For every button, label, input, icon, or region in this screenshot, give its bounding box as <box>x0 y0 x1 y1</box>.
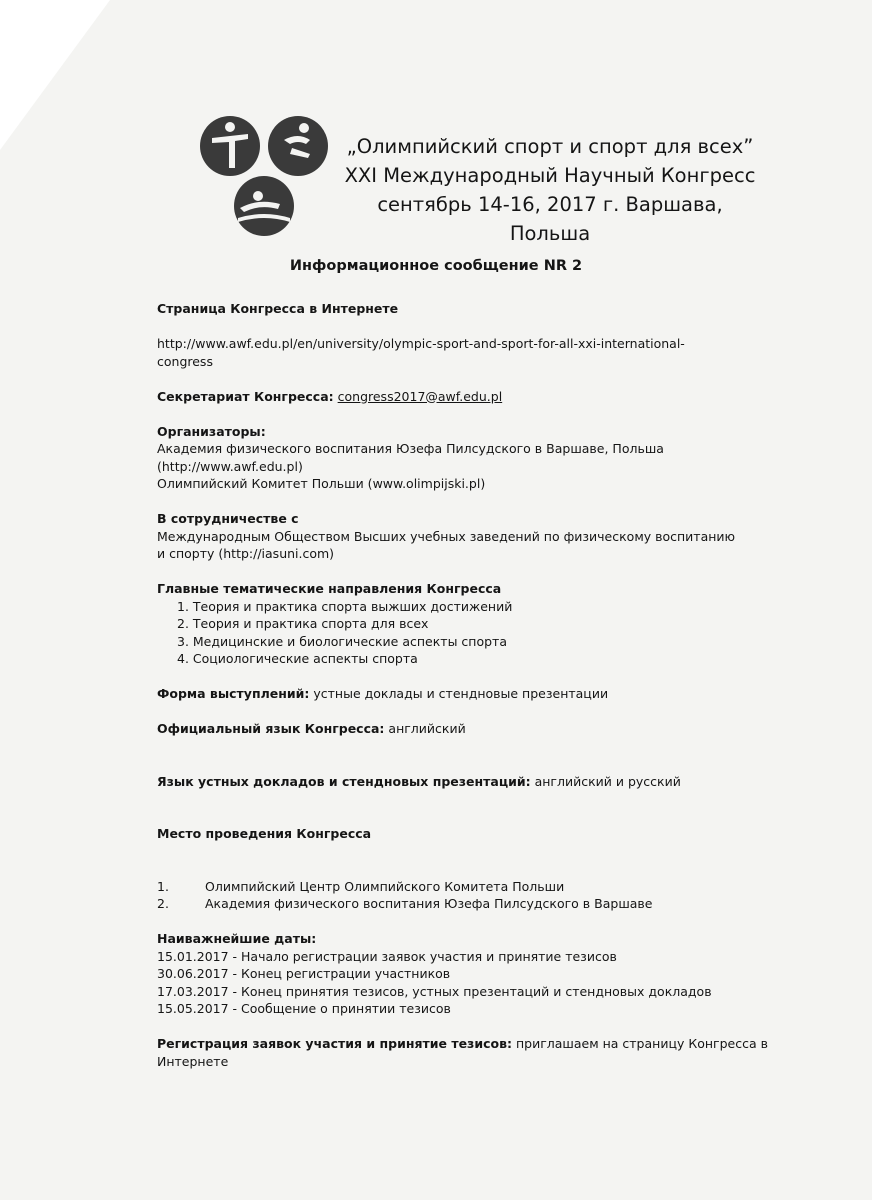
date-item: 15.05.2017 - Сообщение о принятии тезисов <box>157 1001 451 1016</box>
header-line-2: XXI Международный Научный Конгресс <box>344 164 756 187</box>
venue-text: Академия физического воспитания Юзефа Пилсудского в Варшаве <box>205 896 653 911</box>
venue-text: Олимпийский Центр Олимпийского Комитета Польши <box>205 878 565 894</box>
organizers-heading: Организаторы: <box>157 423 266 439</box>
format-line <box>157 685 797 703</box>
topics-list <box>157 598 797 668</box>
format-label: Форма выступлений: <box>157 686 310 701</box>
presentation-language-line <box>157 773 797 791</box>
topics-heading: Главные тематические направления Конгресса <box>157 581 502 596</box>
registration-line <box>157 1035 797 1053</box>
official-language-value: английский <box>384 721 466 736</box>
format-value: устные доклады и стендновые презентации <box>309 686 609 701</box>
registration-label: Регистрация заявок участия и принятие тезисов: <box>157 1036 512 1051</box>
cooperation-heading: В сотрудничестве с <box>157 511 299 526</box>
organizers-line-1: Академия физического воспитания Юзефа Пилсудского в Варшаве, Польша <box>157 441 664 456</box>
header-line-3: сентябрь 14-16, 2017 г. Варшава, Польша <box>377 193 723 245</box>
venue-number: 2. <box>157 896 169 911</box>
venue-number: 1. <box>157 878 169 894</box>
website-heading: Страница Конгресса в Интернете <box>157 301 399 316</box>
date-item: 15.01.2017 - Начало регистрации заявок участия и принятие тезисов <box>157 948 617 964</box>
organizers-line-2: (http://www.awf.edu.pl) <box>157 458 303 474</box>
document-body <box>157 300 797 1070</box>
topic-item: 4. Социологические аспекты спорта <box>177 651 418 666</box>
registration-line-2: Интернете <box>157 1053 229 1069</box>
congress-header <box>340 132 760 248</box>
official-language-line <box>157 720 797 738</box>
presentation-language-value: английский и русский <box>530 773 681 789</box>
venue-heading: Место проведения Конгресса <box>157 826 372 841</box>
date-item: 30.06.2017 - Конец регистрации участников <box>157 966 451 981</box>
organizers-line-3: Олимпийский Комитет Польши (www.olimpijski.pl) <box>157 476 486 491</box>
topic-item: 1. Теория и практика спорта выжших достижений <box>177 598 513 614</box>
logo-circle-2 <box>268 116 328 176</box>
secretariat-email-link[interactable]: congress2017@awf.edu.pl <box>337 388 503 404</box>
cooperation-line-2: и спорту (http://iasuni.com) <box>157 546 335 561</box>
date-item: 17.03.2017 - Конец принятия тезисов, устных презентаций и стендновых докладов <box>157 983 712 999</box>
topic-item: 2. Теория и практика спорта для всех <box>177 616 429 631</box>
dates-list <box>157 948 797 1018</box>
venue-list <box>157 878 797 913</box>
document-title: Информационное сообщение NR 2 <box>289 258 583 274</box>
presentation-language-label: Язык устных докладов и стендновых презентаций: <box>157 773 531 789</box>
cooperation-line-1: Международным Обществом Высших учебных заведений по физическому воспитанию <box>157 528 736 544</box>
venue-item <box>157 895 797 913</box>
website-url-line2[interactable]: congress <box>157 353 213 369</box>
secretariat-line <box>157 388 797 406</box>
official-language-label: Официальный язык Конгресса: <box>157 721 385 736</box>
venue-item <box>157 878 797 896</box>
topic-item: 3. Медицинские и биологические аспекты спорта <box>177 633 507 649</box>
folded-corner <box>0 0 110 150</box>
secretariat-label: Секретариат Конгресса: <box>157 388 334 404</box>
website-url-line1[interactable]: http://www.awf.edu.pl/en/university/olympic-sport-and-sport-for-all-xxi-international- <box>157 336 685 351</box>
dates-heading: Наиважнейшие даты: <box>157 931 317 946</box>
congress-logo <box>198 110 336 240</box>
header-line-1: „Олимпийский спорт и спорт для всех” <box>346 135 754 158</box>
registration-value: приглашаем на страницу Конгресса в <box>511 1036 768 1051</box>
